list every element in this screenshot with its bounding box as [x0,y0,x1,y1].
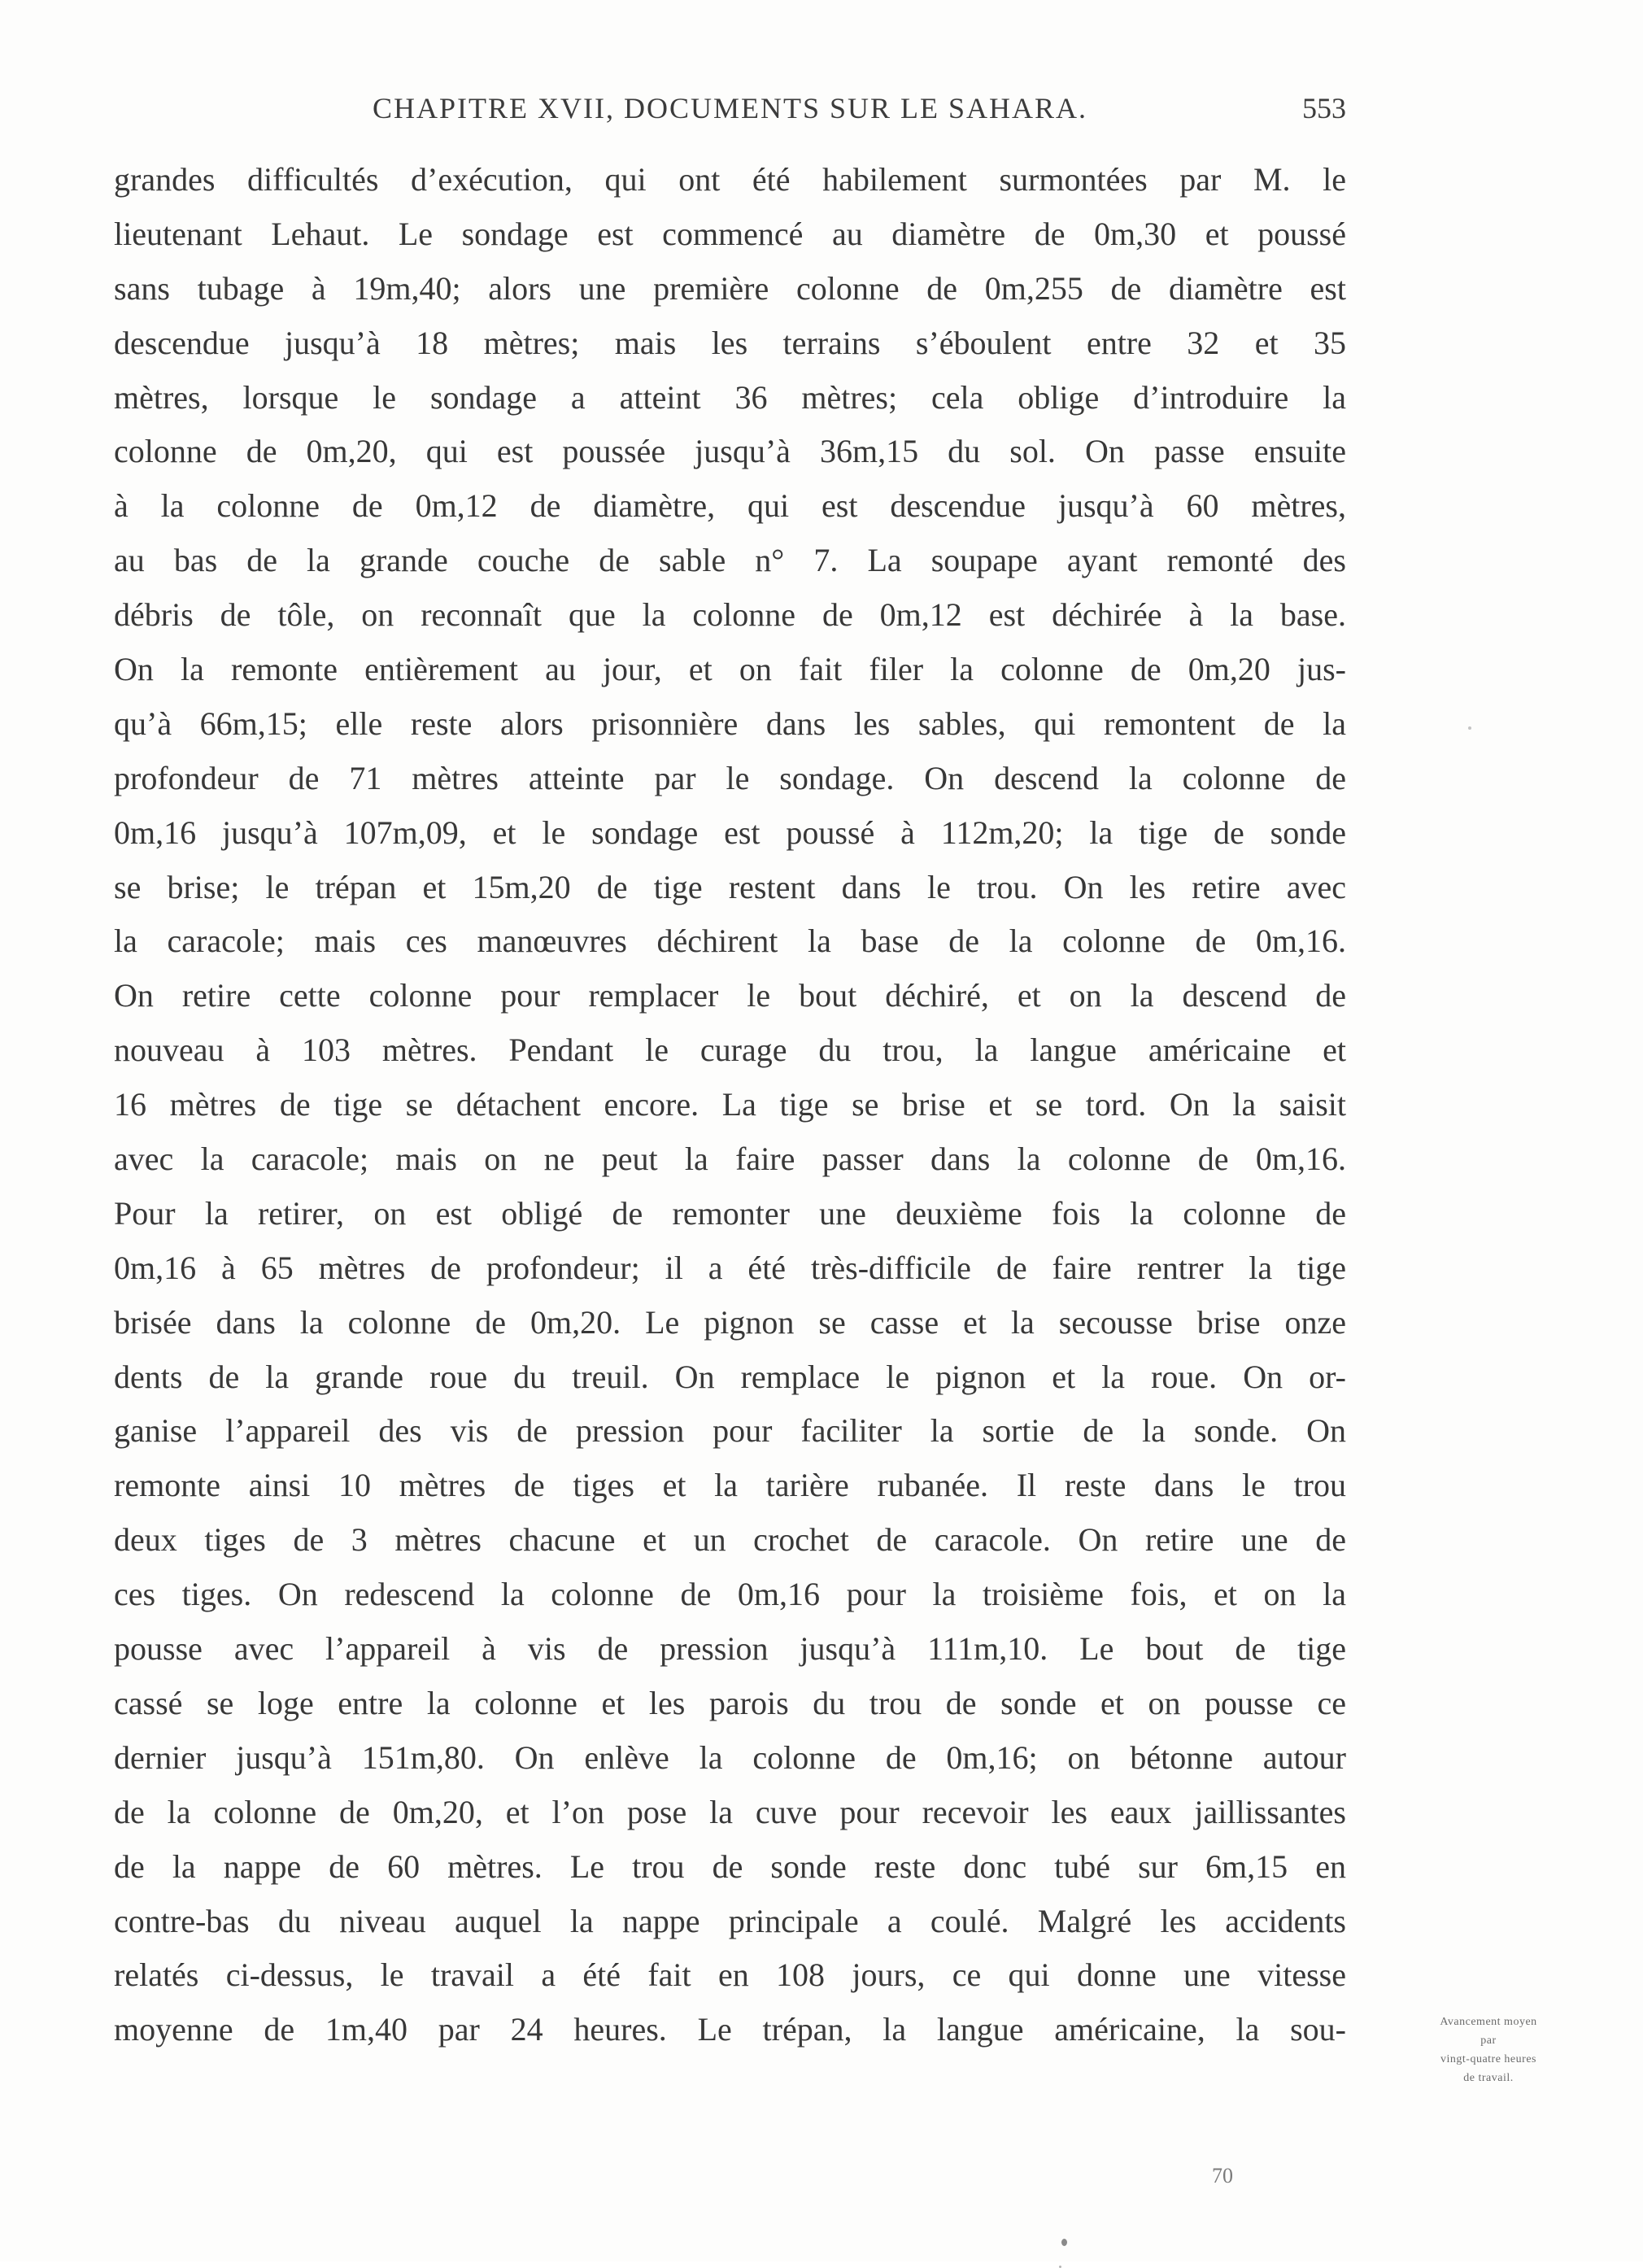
margin-note-line: vingt-quatre heures [1440,2053,1536,2065]
body-text [114,153,1346,2057]
text-line: à la colonne de 0m,12 de diamètre, qui est descendue jusqu’à 60 mètres, [114,487,1346,525]
running-head [114,91,1346,140]
text-line: dernier jusqu’à 151m,80. On enlève la colonne de 0m,16; on bétonne autour [114,1738,1346,1776]
margin-note-line: Avancement moyen [1440,2016,1537,2028]
text-line: relatés ci-dessus, le travail a été fait en 108 jours, ce qui donne une vitesse [114,1956,1346,1994]
text-line: On la remonte entièrement au jour, et on fait filer la colonne de 0m,20 jus- [114,651,1346,688]
text-line: au bas de la grande couche de sable n° 7. La soupape ayant remonté des [114,542,1346,579]
text-line: remonte ainsi 10 mètres de tiges et la tarière rubanée. Il reste dans le trou [114,1467,1346,1504]
text-line: 0m,16 à 65 mètres de profondeur; il a été très-difficile de faire rentrer la tige [114,1249,1346,1286]
text-line: pousse avec l’appareil à vis de pression jusqu’à 111m,10. Le bout de tige [114,1630,1346,1668]
text-line: brisée dans la colonne de 0m,20. Le pignon se casse et la secousse brise onze [114,1303,1346,1341]
text-line: débris de tôle, on reconnaît que la colonne de 0m,12 est déchirée à la base. [114,596,1346,634]
margin-note [1411,2013,1566,2087]
text-line: ces tiges. On redescend la colonne de 0m,16 pour la troisième fois, et on la [114,1576,1346,1613]
text-line: de la colonne de 0m,20, et l’on pose la cuve pour recevoir les eaux jaillissantes [114,1793,1346,1830]
text-line: On retire cette colonne pour remplacer le bout déchiré, et on la descend de [114,977,1346,1014]
text-line: la caracole; mais ces manœuvres déchirent la base de la colonne de 0m,16. [114,922,1346,960]
text-line: nouveau à 103 mètres. Pendant le curage du trou, la langue américaine et [114,1032,1346,1069]
margin-note-line: par [1480,2035,1497,2047]
text-line: sans tubage à 19m,40; alors une première colonne de 0m,255 de diamètre est [114,269,1346,307]
text-line: ganise l’appareil des vis de pression pour faciliter la sortie de la sonde. On [114,1412,1346,1450]
text-line: qu’à 66m,15; elle reste alors prisonnière dans les sables, qui remontent de la [114,704,1346,742]
text-line: avec la caracole; mais on ne peut la faire passer dans la colonne de 0m,16. [114,1141,1346,1178]
paper-speck [1468,726,1471,730]
paper-speck [1061,2239,1067,2246]
text-line: deux tiges de 3 mètres chacune et un crochet de caracole. On retire une de [114,1521,1346,1559]
text-line: cassé se loge entre la colonne et les parois du trou de sonde et on pousse ce [114,1684,1346,1721]
running-title: CHAPITRE XVII, DOCUMENTS SUR LE SAHARA. [372,92,1088,124]
text-line: mètres, lorsque le sondage a atteint 36 mètres; cela oblige d’introduire la [114,378,1346,416]
text-line: de la nappe de 60 mètres. Le trou de sonde reste donc tubé sur 6m,15 en [114,1847,1346,1885]
page-number: 553 [1302,92,1346,124]
text-line: grandes difficultés d’exécution, qui ont été habilement surmontées par M. le [114,161,1346,198]
signature-mark: 70 [1212,2164,1233,2187]
text-line: Pour la retirer, on est obligé de remonter une deuxième fois la colonne de [114,1194,1346,1232]
text-line: dents de la grande roue du treuil. On remplace le pignon et la roue. On or- [114,1358,1346,1395]
text-line: 0m,16 jusqu’à 107m,09, et le sondage est poussé à 112m,20; la tige de sonde [114,813,1346,851]
text-line: profondeur de 71 mètres atteinte par le sondage. On descend la colonne de [114,759,1346,796]
text-line: moyenne de 1m,40 par 24 heures. Le trépan, la langue américaine, la sou- [114,2011,1346,2048]
text-line: lieutenant Lehaut. Le sondage est commencé au diamètre de 0m,30 et poussé [114,215,1346,252]
margin-note-line: de travail. [1463,2072,1514,2084]
text-line: descendue jusqu’à 18 mètres; mais les terrains s’éboulent entre 32 et 35 [114,324,1346,361]
text-line: 16 mètres de tige se détachent encore. La tige se brise et se tord. On la saisit [114,1086,1346,1123]
text-line: contre-bas du niveau auquel la nappe principale a coulé. Malgré les accidents [114,1902,1346,1939]
text-line: se brise; le trépan et 15m,20 de tige restent dans le trou. On les retire avec [114,868,1346,905]
text-line: colonne de 0m,20, qui est poussée jusqu’à 36m,15 du sol. On passe ensuite [114,433,1346,470]
